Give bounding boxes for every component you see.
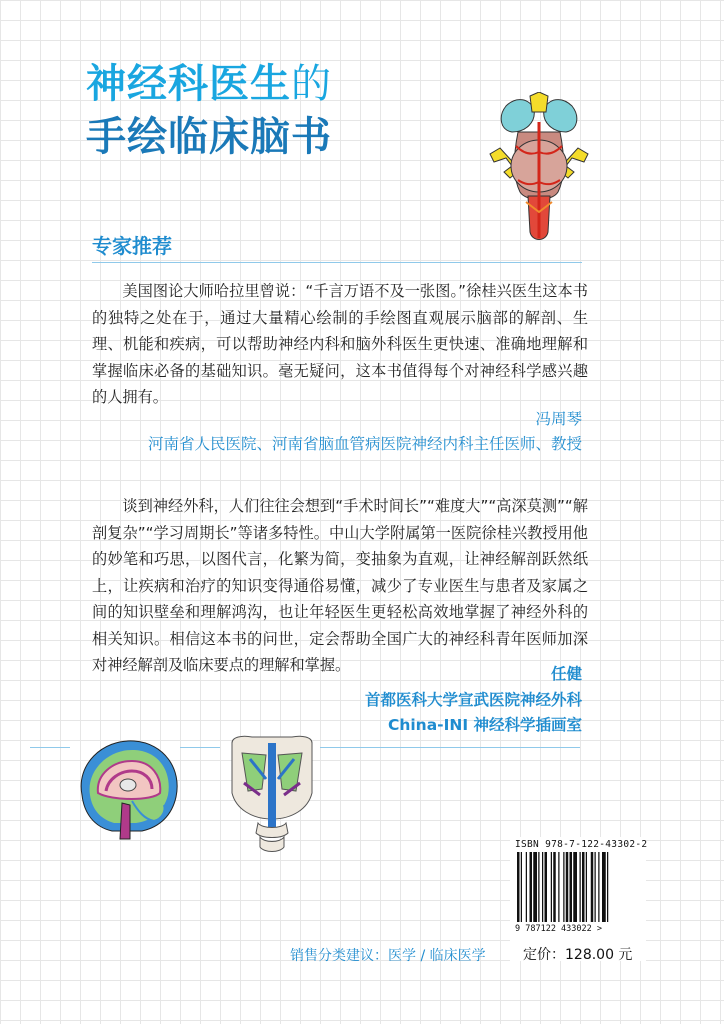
recommendation-2-author: 任健: [550, 665, 582, 683]
book-title-line1: [86, 61, 332, 107]
section-divider: [92, 262, 582, 263]
barcode-digits: 9 787122 433022 >: [515, 924, 602, 934]
isbn-label: ISBN 978-7-122-43302-2: [515, 839, 648, 850]
brainstem-vessels-illustration: [486, 92, 592, 244]
bottom-divider-middle: [180, 747, 220, 748]
recommendation-2-affiliation-2: China-INI 神经科学插画室: [387, 716, 582, 734]
recommendation-1-text: 美国图论大师哈拉里曾说：“千言万语不及一张图。”徐桂兴医生这本书的独特之处在于，通过大量精心绘制的手绘图直观展示脑部的解剖、生理、机能和疾病，可以帮助神经内科和脑外科医生更快速、准确地理解和掌握临床必备的基础知识。毫无疑问，这本书值得每个对神经科学感兴趣的人拥有。: [92, 282, 588, 406]
section-heading: 专家推荐: [92, 234, 172, 258]
sagittal-brain-illustration: [72, 735, 184, 845]
recommendation-1-author: 冯周琴: [535, 410, 582, 428]
bottom-divider-right: [320, 747, 580, 748]
bottom-divider-left: [30, 747, 70, 748]
title-main: 神经科医生: [86, 61, 291, 107]
recommendation-2-text: 谈到神经外科，人们往往会想到“手术时间长”“难度大”“高深莫测”“解剖复杂”“学习周期长”等诸多特性。中山大学附属第一医院徐桂兴教授用他的妙笔和巧思，以图代言，化繁为简，变抽象为直观，让神经解剖跃然纸上，让疾病和治疗的知识变得通俗易懂，减少了专业医生与患者及家属之间的知识壁垒和理解鸿沟，也让年轻医生更轻松高效地掌握了神经外科的相关知识。相信这本书的问世，定会帮助全国广大的神经科青年医师加深对神经解剖及临床要点的理解和掌握。: [92, 497, 588, 674]
recommendation-2-affiliation-1: 首都医科大学宣武医院神经外科: [364, 691, 582, 709]
ventricles-coronal-illustration: [222, 733, 322, 855]
sales-category: 销售分类建议：医学 / 临床医学: [290, 948, 486, 964]
title-particle: 的: [291, 61, 332, 107]
price-label: 定价：128.00 元: [523, 947, 633, 963]
barcode-bars: [515, 852, 643, 922]
book-title-line2: 手绘临床脑书: [86, 114, 332, 160]
recommendation-1-affiliation: 河南省人民医院、河南省脑血管病医院神经内科主任医师、教授: [147, 435, 582, 453]
